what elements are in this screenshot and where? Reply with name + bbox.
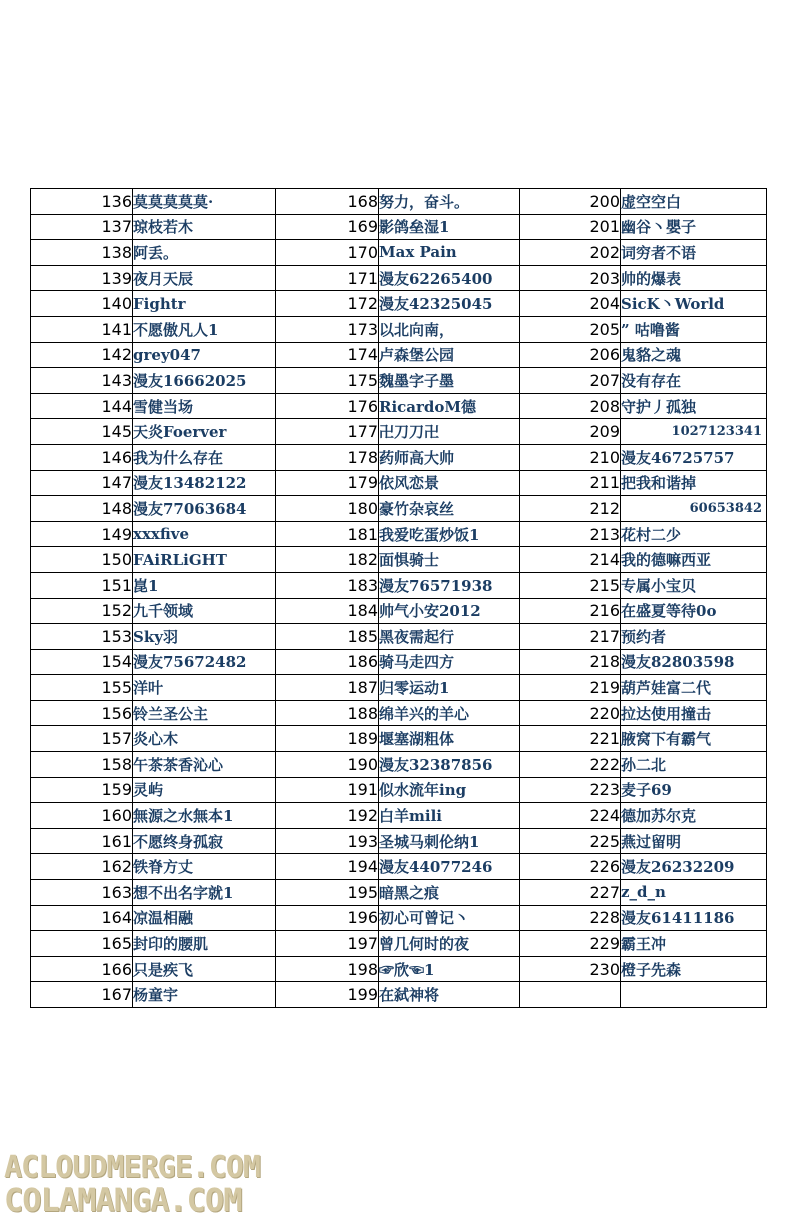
rank-number: 213: [520, 521, 621, 547]
table-row: [31, 291, 767, 317]
table-body: [31, 189, 767, 1008]
rank-number: [520, 982, 621, 1008]
rank-number: 210: [520, 444, 621, 470]
user-name: 孙二北: [621, 752, 767, 778]
rank-number: 172: [276, 291, 379, 317]
user-name: 我的德嘛西亚: [621, 547, 767, 573]
rank-number: 225: [520, 828, 621, 854]
rank-number: 206: [520, 342, 621, 368]
user-name: 漫友32387856: [379, 752, 520, 778]
user-name: 归零运动1: [379, 675, 520, 701]
rank-number: 137: [31, 214, 133, 240]
user-name: 腋窝下有霸气: [621, 726, 767, 752]
user-name: Max Pain: [379, 240, 520, 266]
rank-number: 221: [520, 726, 621, 752]
rank-number: 143: [31, 368, 133, 394]
supporter-list-table: [30, 188, 767, 1008]
user-name: 卍刀刀卍: [379, 419, 520, 445]
user-name: 以北向南，: [379, 316, 520, 342]
rank-number: 139: [31, 265, 133, 291]
user-name: 崑1: [133, 572, 276, 598]
user-name: 暗黑之痕: [379, 880, 520, 906]
user-name: 鬼貉之魂: [621, 342, 767, 368]
table-row: [31, 393, 767, 419]
rank-number: 188: [276, 700, 379, 726]
table-row: [31, 598, 767, 624]
rank-number: 163: [31, 880, 133, 906]
user-name: ☞欣☜1: [379, 956, 520, 982]
user-name: 不愿终身孤寂: [133, 828, 276, 854]
rank-number: 178: [276, 444, 379, 470]
rank-number: 230: [520, 956, 621, 982]
user-name: 卢森堡公园: [379, 342, 520, 368]
rank-number: 162: [31, 854, 133, 880]
rank-number: 146: [31, 444, 133, 470]
user-name: 漫友42325045: [379, 291, 520, 317]
user-name: Sky羽: [133, 624, 276, 650]
user-name: Fightr: [133, 291, 276, 317]
rank-number: 189: [276, 726, 379, 752]
user-name: 凉温相融: [133, 905, 276, 931]
user-name: 麦子69: [621, 777, 767, 803]
rank-number: 183: [276, 572, 379, 598]
rank-number: 220: [520, 700, 621, 726]
user-name: 铁脊方丈: [133, 854, 276, 880]
user-name: 阿丢。: [133, 240, 276, 266]
user-name: 琼枝若木: [133, 214, 276, 240]
table-row: [31, 470, 767, 496]
table-row: [31, 828, 767, 854]
user-name: 洋叶: [133, 675, 276, 701]
user-name: 漫友26232209: [621, 854, 767, 880]
rank-number: 153: [31, 624, 133, 650]
user-name: 努力，奋斗。: [379, 189, 520, 215]
rank-number: 155: [31, 675, 133, 701]
table-row: [31, 214, 767, 240]
user-name: 德加苏尔克: [621, 803, 767, 829]
rank-number: 190: [276, 752, 379, 778]
user-name: 影鸽垒湿1: [379, 214, 520, 240]
rank-number: 140: [31, 291, 133, 317]
table-row: [31, 572, 767, 598]
rank-number: 150: [31, 547, 133, 573]
rank-number: 177: [276, 419, 379, 445]
user-name: 依风恋景: [379, 470, 520, 496]
user-name: 帅气小安2012: [379, 598, 520, 624]
rank-number: 194: [276, 854, 379, 880]
table-row: [31, 342, 767, 368]
table-row: [31, 649, 767, 675]
rank-number: 218: [520, 649, 621, 675]
rank-number: 222: [520, 752, 621, 778]
user-name: 词穷者不语: [621, 240, 767, 266]
user-name: 不愿傲凡人1: [133, 316, 276, 342]
table-row: [31, 854, 767, 880]
user-name: 漫友62265400: [379, 265, 520, 291]
user-name: 無源之水無本1: [133, 803, 276, 829]
rank-number: 159: [31, 777, 133, 803]
user-name: 铃兰圣公主: [133, 700, 276, 726]
table-row: [31, 240, 767, 266]
user-name: 守护丿孤独: [621, 393, 767, 419]
user-name: 60653842: [621, 496, 767, 522]
table-row: [31, 956, 767, 982]
rank-number: 174: [276, 342, 379, 368]
user-name: 我爱吃蛋炒饭1: [379, 521, 520, 547]
user-name: 预约者: [621, 624, 767, 650]
user-name: 雪健当场: [133, 393, 276, 419]
table-row: [31, 726, 767, 752]
rank-number: 170: [276, 240, 379, 266]
table-row: [31, 982, 767, 1008]
rank-number: 202: [520, 240, 621, 266]
user-name: 燕过留明: [621, 828, 767, 854]
rank-number: 181: [276, 521, 379, 547]
rank-number: 196: [276, 905, 379, 931]
rank-number: 175: [276, 368, 379, 394]
table-row: [31, 316, 767, 342]
rank-number: 217: [520, 624, 621, 650]
rank-number: 148: [31, 496, 133, 522]
rank-number: 211: [520, 470, 621, 496]
user-name: 漫友82803598: [621, 649, 767, 675]
table-row: [31, 496, 767, 522]
user-name: 没有存在: [621, 368, 767, 394]
user-name: 夜月天辰: [133, 265, 276, 291]
user-name: 面惧骑士: [379, 547, 520, 573]
rank-number: 193: [276, 828, 379, 854]
rank-number: 165: [31, 931, 133, 957]
rank-number: 179: [276, 470, 379, 496]
rank-number: 144: [31, 393, 133, 419]
table-row: [31, 265, 767, 291]
rank-number: 219: [520, 675, 621, 701]
table-row: [31, 880, 767, 906]
rank-number: 149: [31, 521, 133, 547]
table-row: [31, 752, 767, 778]
user-name: 漫友44077246: [379, 854, 520, 880]
rank-number: 141: [31, 316, 133, 342]
table-row: [31, 931, 767, 957]
rank-number: 180: [276, 496, 379, 522]
rank-number: 229: [520, 931, 621, 957]
user-name: 花村二少: [621, 521, 767, 547]
user-name: 炎心木: [133, 726, 276, 752]
user-name: 帅的爆表: [621, 265, 767, 291]
user-name: 想不出名字就1: [133, 880, 276, 906]
user-name: 黑夜需起行: [379, 624, 520, 650]
rank-number: 136: [31, 189, 133, 215]
rank-number: 157: [31, 726, 133, 752]
rank-number: 195: [276, 880, 379, 906]
rank-number: 145: [31, 419, 133, 445]
user-name: 虚空空白: [621, 189, 767, 215]
rank-number: 154: [31, 649, 133, 675]
rank-number: 228: [520, 905, 621, 931]
table-row: [31, 368, 767, 394]
rank-number: 198: [276, 956, 379, 982]
rank-number: 142: [31, 342, 133, 368]
rank-number: 203: [520, 265, 621, 291]
user-name: z_d_n: [621, 880, 767, 906]
rank-number: 158: [31, 752, 133, 778]
table-row: [31, 700, 767, 726]
rank-number: 166: [31, 956, 133, 982]
rank-number: 186: [276, 649, 379, 675]
table-row: [31, 444, 767, 470]
user-name: RicardoM德: [379, 393, 520, 419]
user-name: FAiRLiGHT: [133, 547, 276, 573]
rank-number: 169: [276, 214, 379, 240]
user-name: 午茶茶香沁心: [133, 752, 276, 778]
table-row: [31, 189, 767, 215]
user-name: 莫莫莫莫莫·: [133, 189, 276, 215]
user-name: 漫友61411186: [621, 905, 767, 931]
table-row: [31, 547, 767, 573]
user-name: 堰塞湖粗体: [379, 726, 520, 752]
user-name: 曾几何时的夜: [379, 931, 520, 957]
rank-number: 200: [520, 189, 621, 215]
rank-number: 215: [520, 572, 621, 598]
rank-number: 216: [520, 598, 621, 624]
user-name: 漫友77063684: [133, 496, 276, 522]
user-name: 漫友46725757: [621, 444, 767, 470]
rank-number: 187: [276, 675, 379, 701]
rank-number: 192: [276, 803, 379, 829]
user-name: grey047: [133, 342, 276, 368]
rank-number: 161: [31, 828, 133, 854]
rank-number: 212: [520, 496, 621, 522]
user-name: 霸王冲: [621, 931, 767, 957]
rank-number: 151: [31, 572, 133, 598]
user-name: 葫芦娃富二代: [621, 675, 767, 701]
rank-number: 191: [276, 777, 379, 803]
user-name: 漫友16662025: [133, 368, 276, 394]
user-name: xxxfive: [133, 521, 276, 547]
watermark-acloudmerge: ACLOUDMERGE.COM: [4, 1150, 260, 1185]
rank-number: 152: [31, 598, 133, 624]
rank-number: 207: [520, 368, 621, 394]
rank-number: 168: [276, 189, 379, 215]
rank-number: 224: [520, 803, 621, 829]
rank-number: 197: [276, 931, 379, 957]
rank-number: 199: [276, 982, 379, 1008]
user-name: 幽谷丶嬰子: [621, 214, 767, 240]
user-name: 魏墨字子墨: [379, 368, 520, 394]
user-name: SicK丶World: [621, 291, 767, 317]
rank-number: 223: [520, 777, 621, 803]
rank-number: 173: [276, 316, 379, 342]
rank-number: 160: [31, 803, 133, 829]
rank-number: 214: [520, 547, 621, 573]
user-name: 漫友13482122: [133, 470, 276, 496]
rank-number: 176: [276, 393, 379, 419]
table-row: [31, 419, 767, 445]
rank-number: 156: [31, 700, 133, 726]
rank-number: 201: [520, 214, 621, 240]
rank-number: 182: [276, 547, 379, 573]
rank-number: 226: [520, 854, 621, 880]
rank-number: 227: [520, 880, 621, 906]
user-name: 漫友76571938: [379, 572, 520, 598]
user-name: 在弑神将: [379, 982, 520, 1008]
user-name: 药师高大帅: [379, 444, 520, 470]
table-row: [31, 803, 767, 829]
user-name: 杨童宇: [133, 982, 276, 1008]
user-name: ” 咕噜酱: [621, 316, 767, 342]
user-name: 专属小宝贝: [621, 572, 767, 598]
user-name: 初心可曾记丶: [379, 905, 520, 931]
rank-number: 184: [276, 598, 379, 624]
user-name: 圣城马刺伦纳1: [379, 828, 520, 854]
user-name: 拉达使用撞击: [621, 700, 767, 726]
table-row: [31, 777, 767, 803]
user-name: 我为什么存在: [133, 444, 276, 470]
user-name: 豪竹杂哀丝: [379, 496, 520, 522]
rank-number: 204: [520, 291, 621, 317]
user-name: 只是疾飞: [133, 956, 276, 982]
rank-number: 208: [520, 393, 621, 419]
user-name: 橙子先森: [621, 956, 767, 982]
user-name: 骑马走四方: [379, 649, 520, 675]
user-name: 在盛夏等待0o: [621, 598, 767, 624]
watermark-colamanga: COLAMANGA.COM: [4, 1181, 242, 1219]
rank-number: 138: [31, 240, 133, 266]
rank-number: 171: [276, 265, 379, 291]
user-name: 天炎Foerver: [133, 419, 276, 445]
user-name: [621, 982, 767, 1008]
user-name: 1027123341: [621, 419, 767, 445]
user-name: 绵羊兴的羊心: [379, 700, 520, 726]
table-row: [31, 675, 767, 701]
user-name: 灵屿: [133, 777, 276, 803]
user-name: 白羊mili: [379, 803, 520, 829]
user-name: 封印的腰肌: [133, 931, 276, 957]
rank-number: 147: [31, 470, 133, 496]
table-row: [31, 521, 767, 547]
rank-number: 205: [520, 316, 621, 342]
user-name: 似水流年ing: [379, 777, 520, 803]
table-row: [31, 624, 767, 650]
user-name: 九千领域: [133, 598, 276, 624]
rank-number: 209: [520, 419, 621, 445]
user-name: 漫友75672482: [133, 649, 276, 675]
user-name: 把我和谐掉: [621, 470, 767, 496]
rank-number: 164: [31, 905, 133, 931]
table-row: [31, 905, 767, 931]
rank-number: 185: [276, 624, 379, 650]
rank-number: 167: [31, 982, 133, 1008]
